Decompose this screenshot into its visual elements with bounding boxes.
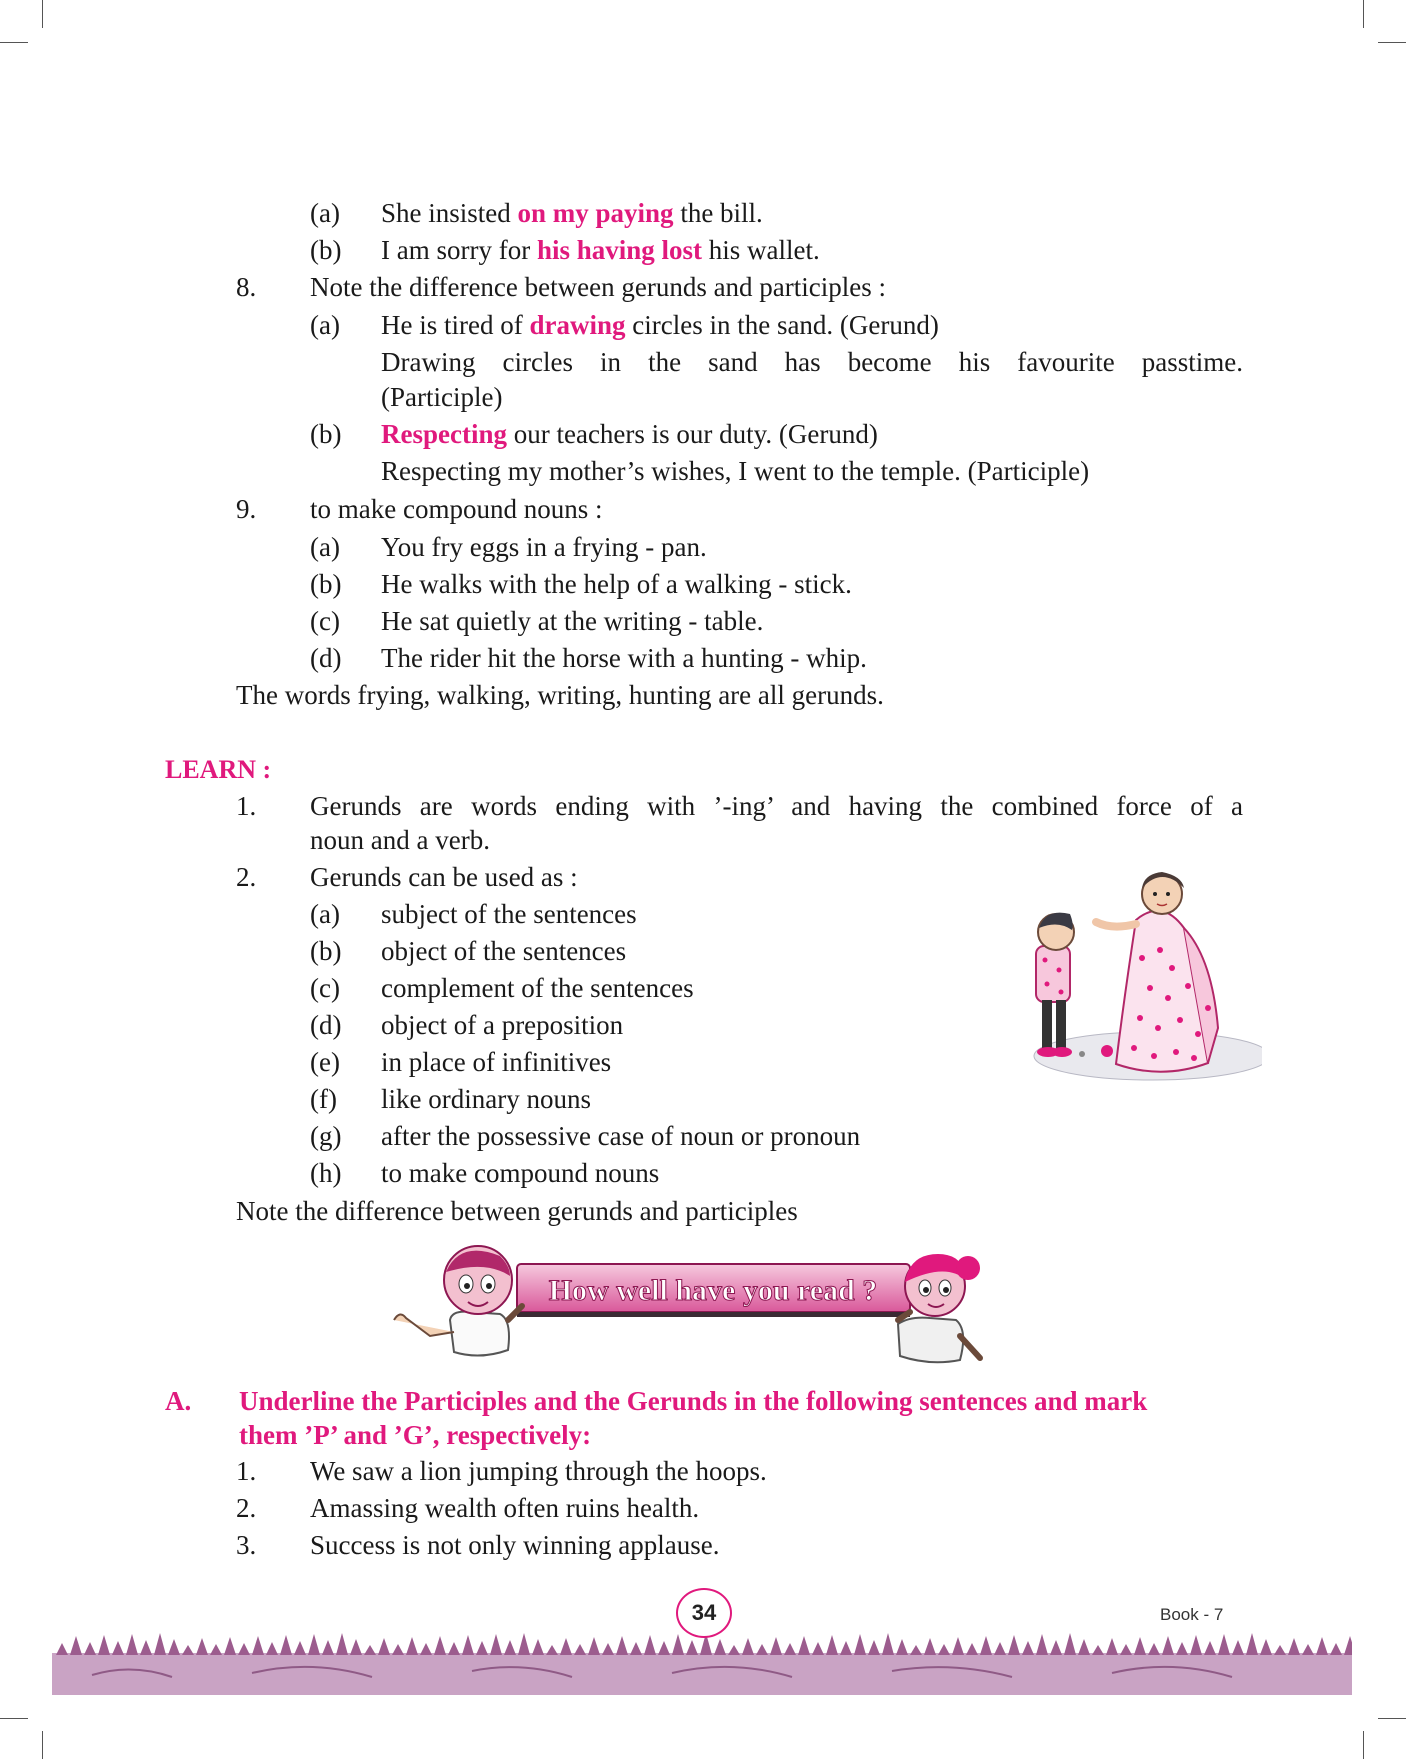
list-item: complement of the sentences [381,973,694,1003]
tree-icon [462,1635,474,1655]
tree-icon [574,1644,586,1655]
item-marker: (c) [310,973,340,1003]
item-marker: (a) [310,532,340,562]
tree-icon [1134,1637,1146,1655]
item-marker: (a) [310,198,340,228]
tree-icon [966,1643,978,1655]
tree-icon [518,1633,530,1655]
question-number: 2. [236,1493,257,1523]
tree-icon [420,1643,432,1655]
tree-icon [532,1639,544,1655]
crop-mark [42,0,43,28]
tree-icon [504,1640,516,1655]
tree-icon [784,1643,796,1655]
crop-mark [42,1731,43,1759]
item-marker: (f) [310,1084,337,1114]
crop-mark [0,1718,28,1719]
tree-icon [938,1644,950,1655]
tree-icon [1232,1640,1244,1655]
tree-icon [56,1643,68,1655]
tree-icon [238,1643,250,1655]
tree-icon [1092,1645,1104,1655]
tree-icon [406,1637,418,1655]
how-well-have-you-read-banner [390,1240,1020,1365]
tree-icon [448,1642,460,1655]
tree-icon [1218,1634,1230,1655]
example-sentence: He sat quietly at the writing - table. [381,606,764,636]
tree-icon [826,1635,838,1655]
tree-icon [1246,1633,1258,1655]
tree-icon [98,1635,110,1655]
example-sentence: She insisted on my paying the bill. [381,198,763,228]
example-sentence: He walks with the help of a walking - stick. [381,569,852,599]
tree-icon [1050,1640,1062,1655]
tree-icon [602,1643,614,1655]
highlighted-phrase: his having lost [536,235,703,265]
tree-icon [252,1636,264,1655]
tree-icon [896,1639,908,1655]
tree-icon [854,1634,866,1655]
tree-icon [280,1635,292,1655]
tree-icon [1260,1639,1272,1655]
tree-icon [1190,1635,1202,1655]
tree-icon [1302,1644,1314,1655]
tree-icon [224,1637,236,1655]
list-item: after the possessive case of noun or pronoun [381,1121,861,1151]
tree-icon [1288,1638,1300,1655]
tree-icon [672,1634,684,1655]
item-marker: (h) [310,1158,342,1188]
tree-icon [112,1641,124,1655]
tree-icon [126,1634,138,1655]
tree-icon [1316,1637,1328,1655]
tree-icon [840,1641,852,1655]
tree-icon [266,1642,278,1655]
tree-icon [210,1644,222,1655]
example-sentence: Respecting our teachers is our duty. (Gerund) [381,419,878,449]
tree-icon [910,1645,922,1655]
tree-icon [742,1638,754,1655]
tree-icon [308,1634,320,1655]
tree-icon [84,1642,96,1655]
item-marker: (b) [310,419,342,449]
question-number: 3. [236,1530,257,1560]
tree-icon [770,1637,782,1655]
item-marker: (d) [310,1010,342,1040]
tree-icon [882,1633,894,1655]
tree-icon [182,1645,194,1655]
highlighted-phrase: Respecting [381,419,507,449]
question-number: 1. [236,1456,257,1486]
list-item: like ordinary nouns [381,1084,591,1114]
item-marker: (d) [310,643,342,673]
question-text: Amassing wealth often ruins health. [310,1493,700,1523]
exercise-instruction: them ’P’ and ’G’, respectively: [239,1420,592,1450]
exercise-letter: A. [165,1386,192,1416]
example-sentence: I am sorry for his having lost his wallet. [381,235,820,265]
crop-mark [1378,42,1406,43]
tree-icon [70,1636,82,1655]
tree-icon [140,1640,152,1655]
item-marker: (a) [310,310,340,340]
list-item: subject of the sentences [381,899,637,929]
mother-child-illustration [1012,858,1262,1090]
example-sentence: Drawing circles in the sand has become his favourite passtime. [381,347,1243,377]
tree-icon [336,1633,348,1655]
tree-icon [658,1641,670,1655]
tree-icon [868,1640,880,1655]
tree-icon [616,1636,628,1655]
example-sentence: You fry eggs in a frying - pan. [381,532,707,562]
example-label: (Participle) [381,382,503,412]
question-text: Success is not only winning applause. [310,1530,720,1560]
tree-icon [1344,1636,1352,1655]
tree-icon [434,1636,446,1655]
tree-icon [1330,1643,1342,1655]
banner-text: How well have you read ? [548,1274,878,1307]
list-item: in place of infinitives [381,1047,612,1077]
crop-mark [1363,0,1364,28]
tree-icon [196,1638,208,1655]
tree-icon [686,1640,698,1655]
item-marker: (a) [310,899,340,929]
highlighted-phrase: drawing [529,310,626,340]
question-text: We saw a lion jumping through the hoops. [310,1456,767,1486]
example-sentence: The rider hit the horse with a hunting - whip. [381,643,867,673]
tree-icon [364,1645,376,1655]
item-marker: (e) [310,1047,340,1077]
tree-icon [728,1645,740,1655]
learn-point: Gerunds can be used as : [310,862,578,892]
list-item: object of a preposition [381,1010,624,1040]
tree-icon [1022,1641,1034,1655]
tree-icon [1120,1644,1132,1655]
tree-icon [952,1637,964,1655]
learn-heading: LEARN : [165,755,272,784]
exercise-instruction: Underline the Participles and the Gerunds in the following sentences and mark [239,1386,1148,1416]
item-marker: (b) [310,569,342,599]
tree-icon [1078,1639,1090,1655]
tree-icon [476,1641,488,1655]
tree-icon [714,1639,726,1655]
page-number: 34 [676,1588,732,1638]
item-marker: (b) [310,936,342,966]
note-text: Note the difference between gerunds and participles [236,1196,798,1226]
tree-icon [1106,1638,1118,1655]
list-item: to make compound nouns [381,1158,660,1188]
tree-icon [588,1637,600,1655]
tree-icon [294,1641,306,1655]
section-title: Note the difference between gerunds and participles : [310,272,887,302]
highlighted-phrase: on my paying [517,198,674,228]
section-number: 9. [236,494,257,524]
item-marker: (c) [310,606,340,636]
item-marker: (g) [310,1121,342,1151]
tree-icon [1064,1633,1076,1655]
crop-mark [1378,1718,1406,1719]
tree-icon [490,1634,502,1655]
tree-icon [378,1638,390,1655]
tree-icon [812,1642,824,1655]
example-sentence: Respecting my mother’s wishes, I went to the temple. (Participle) [381,456,1090,486]
tree-icon [154,1633,166,1655]
learn-point: noun and a verb. [310,825,490,855]
book-label: Book - 7 [1160,1605,1224,1624]
list-item: object of the sentences [381,936,627,966]
tree-icon [924,1638,936,1655]
tree-icon [644,1635,656,1655]
tree-icon [560,1638,572,1655]
tree-icon [1148,1643,1160,1655]
point-number: 1. [236,791,257,821]
tree-icon [322,1640,334,1655]
tree-icon [1204,1641,1216,1655]
tree-icon [1162,1636,1174,1655]
tree-icon [168,1639,180,1655]
crop-mark [0,42,28,43]
tree-icon [980,1636,992,1655]
tree-icon [392,1644,404,1655]
tree-icon [1036,1634,1048,1655]
tree-icon [630,1642,642,1655]
item-marker: (b) [310,235,342,265]
example-sentence: He is tired of drawing circles in the sand. (Gerund) [381,310,939,340]
tree-icon [546,1645,558,1655]
tree-icon [756,1644,768,1655]
tree-icon [1176,1642,1188,1655]
tree-icon [798,1636,810,1655]
summary-text: The words frying, walking, writing, hunting are all gerunds. [236,680,884,710]
point-number: 2. [236,862,257,892]
tree-icon [1274,1645,1286,1655]
tree-icon [1008,1635,1020,1655]
learn-point: Gerunds are words ending with ’-ing’ and having the combined force of a [310,791,1243,821]
tree-icon [350,1639,362,1655]
section-number: 8. [236,272,257,302]
crop-mark [1363,1731,1364,1759]
section-title: to make compound nouns : [310,494,603,524]
tree-icon [994,1642,1006,1655]
boy-character [394,1246,522,1356]
